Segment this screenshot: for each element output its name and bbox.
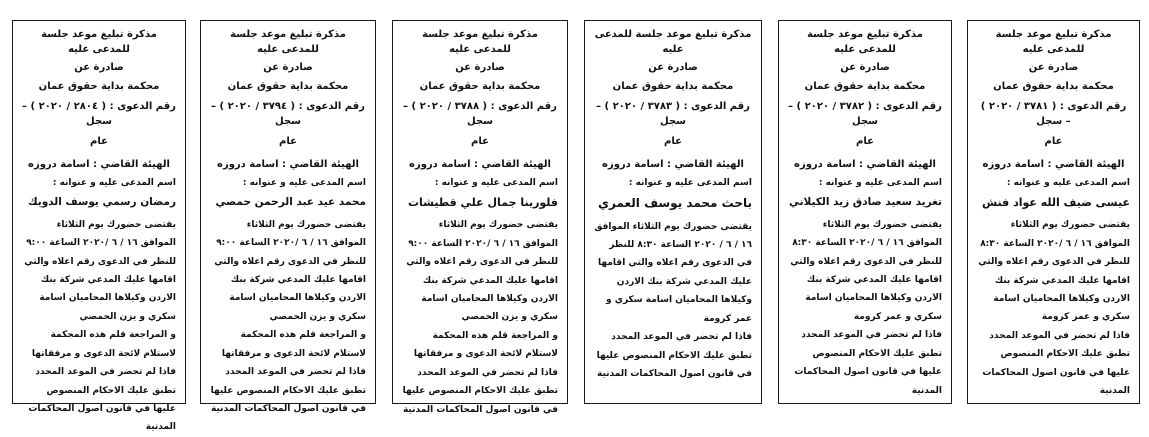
notice-paragraph: و المراجعة قلم هذه المحكمة لاستلام لائحة الدعوى و مرفقاتها xyxy=(221,330,366,359)
defendant-name: فلورينا جمال علي قطيشات xyxy=(407,196,558,209)
court-name: محكمة بداية حقوق عمان xyxy=(993,80,1114,92)
notice-paragraph: و المراجعة قلم هذه المحكمة لاستلام لائحة الدعوى و مرفقاتها xyxy=(413,330,558,360)
defendant-label: اسم المدعى عليه و عنوانه : xyxy=(628,178,752,188)
case-type: عام xyxy=(664,136,682,147)
notice-card xyxy=(12,20,186,433)
notice-paragraph: يقتضى حضورك يوم الثلاثاء الموافق ١٦ / ٦ /٢٠٢٠ الساعة ٨:٣٠ للنظر في الدعوى رقم اعلاه والتي اقامها عليك المدعي شركة بنك الاردن وكيلاها المحاميان اسامة سكري و عمر كرومة xyxy=(790,219,942,322)
case-number: رقم الدعوى : ( ٢٨٠٤ / ٢٠٢٠ ) – سجل xyxy=(22,101,176,127)
judge-name: الهيئة القاضي : اسامة دروزه xyxy=(217,158,359,170)
notice-card xyxy=(200,20,376,415)
notice-title: مذكرة تبليغ موعد جلسة للمدعى عليه xyxy=(230,29,346,55)
judge-name: الهيئة القاضي : اسامة دروزه xyxy=(409,158,551,170)
notice-paragraph: يقتضى حضورك يوم الثلاثاء الموافق ١٦ / ٦ /٢٠٢٠ الساعة ٩:٠٠ للنظر في الدعوى رقم اعلاه والتي اقامها عليك المدعي شركة بنك الاردن وكيلاها المحاميان اسامة سكري و يزن الحمصي xyxy=(406,220,558,323)
notice-paragraph: يقتضى حضورك يوم الثلاثاء الموافق ١٦ / ٦ /٢٠٢٠ الساعة ٩:٠٠ للنظر في الدعوى رقم اعلاه والتي اقامها عليك المدعي شركة بنك الاردن وكيلاها المحاميان اسامة سكري و يزن الحمصي xyxy=(24,219,176,322)
case-number: رقم الدعوى : ( ٣٧٨٨ / ٢٠٢٠ ) – سجل xyxy=(403,101,557,127)
issued-from: صادرة عن xyxy=(840,62,890,73)
case-number: رقم الدعوى : ( ٣٧٨١ / ٢٠٢٠ ) – سجل xyxy=(980,101,1127,127)
notice-card xyxy=(584,20,762,404)
notice-title: مذكرة تبليغ موعد جلسة للمدعى عليه xyxy=(422,29,538,55)
defendant-name: رمضان رسمي يوسف الدويك xyxy=(27,196,176,208)
notice-paragraph: فاذا لم تحضر في الموعد المحدد تطبق عليك الاحكام المنصوص عليها في قانون اصول المحاكمات المدنية xyxy=(402,367,558,415)
case-number: رقم الدعوى : ( ٣٧٩٤ / ٢٠٢٠ ) – سجل xyxy=(211,101,365,127)
judge-name: الهيئة القاضي : اسامة دروزه xyxy=(28,158,170,170)
issued-from: صادرة عن xyxy=(1028,62,1079,73)
notice-paragraph: فاذا لم تحضر في الموعد المحدد تطبق عليك الاحكام المنصوص عليها في قانون اصول المحاكمات المدنية xyxy=(596,332,752,380)
defendant-label: اسم المدعى عليه و عنوانه : xyxy=(818,178,942,188)
case-type: عام xyxy=(471,136,489,147)
notice-paragraph: و المراجعة قلم هذه المحكمة لاستلام لائحة الدعوى و مرفقاتها xyxy=(31,330,176,359)
court-name: محكمة بداية حقوق عمان xyxy=(612,80,734,92)
issued-from: صادرة عن xyxy=(74,62,124,73)
court-name: محكمة بداية حقوق عمان xyxy=(38,80,160,92)
notice-paragraph: يقتضى حضورك يوم الثلاثاء الموافق ١٦ / ٦ /٢٠٢٠ الساعة ٨:٣٠ للنظر في الدعوى رقم اعلاه والتي اقامها عليك المدعي شركة بنك الاردن وكيلاها المحاميان اسامة سكري و عمر كرومة xyxy=(978,220,1130,323)
notice-paragraph: فاذا لم تحضر في الموعد المحدد تطبق عليك الاحكام المنصوص عليها في قانون اصول المحاكمات المدنية xyxy=(28,367,176,433)
case-number: رقم الدعوى : ( ٣٧٨٢ / ٢٠٢٠ ) – سجل xyxy=(788,101,942,127)
case-number: رقم الدعوى : ( ٣٧٨٣ / ٢٠٢٠ ) – سجل xyxy=(596,101,750,127)
notice-paragraph: فاذا لم تحضر في الموعد المحدد تطبق عليك الاحكام المنصوص عليها في قانون اصول المحاكمات المدنية xyxy=(210,367,366,415)
judge-name: الهيئة القاضي : اسامة دروزه xyxy=(982,158,1125,170)
case-type: عام xyxy=(856,136,874,147)
judge-name: الهيئة القاضي : اسامة دروزه xyxy=(794,158,936,170)
defendant-label: اسم المدعى عليه و عنوانه : xyxy=(242,178,366,188)
notice-card xyxy=(392,20,568,415)
notice-card xyxy=(778,20,952,404)
notice-paragraph: يقتضى حضورك يوم الثلاثاء الموافق ١٦ / ٦ /٢٠٢٠ الساعة ٩:٠٠ للنظر في الدعوى رقم اعلاه والتي اقامها عليك المدعي شركة بنك الاردن وكيلاها المحاميان اسامة سكري و يزن الحمصي xyxy=(214,219,366,322)
court-name: محكمة بداية حقوق عمان xyxy=(419,80,541,92)
notice-paragraph: فاذا لم تحضر في الموعد المحدد تطبق عليك الاحكام المنصوص عليها في قانون اصول المحاكمات المدنية xyxy=(982,330,1130,397)
notice-title: مذكرة تبليغ موعد جلسة للمدعى عليه xyxy=(41,29,157,55)
defendant-name: تغريد سعيد صادق زيد الكيلاني xyxy=(788,196,942,208)
judge-name: الهيئة القاضي : اسامة دروزه xyxy=(602,158,744,170)
notice-paragraph: يقتضى حضورك يوم الثلاثاء الموافق ١٦ / ٦ / ٢٠٢٠ الساعة ٨:٣٠ للنظر في الدعوى رقم اعلاه والتي اقامها عليك المدعي شركة بنك الاردن وكيلاها المحاميان اسامة سكري و عمر كرومة xyxy=(594,221,752,324)
defendant-label: اسم المدعى عليه و عنوانه : xyxy=(434,178,558,188)
notice-paragraph: فاذا لم تحضر في الموعد المحدد تطبق عليك الاحكام المنصوص عليها في قانون اصول المحاكمات المدنية xyxy=(794,330,942,396)
notice-title: مذكرة تبليغ موعد جلسة للمدعى عليه xyxy=(807,29,923,55)
case-type: عام xyxy=(1044,136,1063,147)
defendant-name: محمد عيد عبد الرحمن حمصي xyxy=(215,196,366,208)
defendant-label: اسم المدعى عليه و عنوانه : xyxy=(1006,178,1130,188)
notice-card xyxy=(967,20,1140,404)
issued-from: صادرة عن xyxy=(263,62,313,73)
issued-from: صادرة عن xyxy=(648,62,698,73)
court-name: محكمة بداية حقوق عمان xyxy=(227,80,349,92)
case-type: عام xyxy=(90,136,108,147)
notice-title: مذكرة تبليغ موعد جلسة للمدعى عليه xyxy=(995,29,1112,55)
defendant-label: اسم المدعى عليه و عنوانه : xyxy=(52,178,176,188)
notice-title: مذكرة تبليغ موعد جلسة للمدعى عليه xyxy=(594,29,752,55)
defendant-name: باحث محمد يوسف العمري xyxy=(598,196,752,210)
defendant-name: عيسى ضيف الله عواد فنش xyxy=(982,196,1130,209)
court-name: محكمة بداية حقوق عمان xyxy=(804,80,926,92)
issued-from: صادرة عن xyxy=(455,62,505,73)
case-type: عام xyxy=(279,136,297,147)
